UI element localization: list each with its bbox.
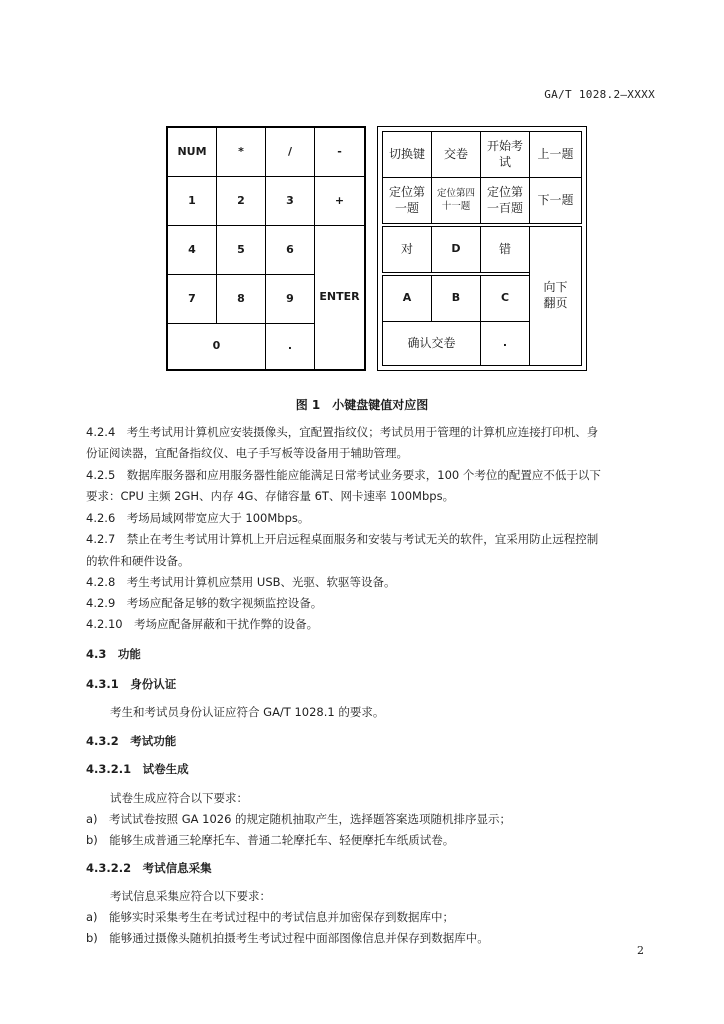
section-4-3-heading: 4.3 功能 [86,647,141,661]
key-previous-question: 上一题 [529,131,582,178]
section-4-3-2-2-heading: 4.3.2.2 考试信息采集 [86,861,212,875]
section-4-3-1-heading: 4.3.1 身份认证 [86,677,177,691]
clause-4-2-9: 4.2.9 考场应配备足够的数字视频监控设备。 [86,596,323,610]
key-submit-paper: 交卷 [431,131,481,178]
key-divide: / [265,127,315,177]
clause-4-2-8: 4.2.8 考生考试用计算机应禁用 USB、光驱、软驱等设备。 [86,575,396,589]
key-d: D [431,226,481,273]
key-4: 4 [167,225,217,275]
clause-4-2-6: 4.2.6 考场局域网带宽应大于 100Mbps。 [86,511,310,525]
clause-4-2-7-cont: 的软件和硬件设备。 [86,554,190,568]
key-num: NUM [167,127,217,177]
key-switch: 切换键 [382,131,432,178]
key-8: 8 [216,274,266,324]
section-4-3-2-heading: 4.3.2 考试功能 [86,734,177,748]
key-goto-q1: 定位第一题 [382,177,432,224]
clause-4-2-10: 4.2.10 考场应配备屏蔽和干扰作弊的设备。 [86,617,319,631]
key-minus: - [314,127,365,177]
key-2: 2 [216,176,266,226]
section-4-3-2-1-heading: 4.3.2.1 试卷生成 [86,762,189,776]
list-item-b-1: b) 能够生成普通三轮摩托车、普通二轮摩托车、轻便摩托车纸质试卷。 [86,833,455,847]
key-goto-q41: 定位第四十一题 [431,177,481,224]
clause-4-2-7: 4.2.7 禁止在考生考试用计算机上开启远程桌面服务和安装与考试无关的软件，宜采用防止远程控制 [86,532,599,546]
key-a: A [382,275,432,322]
key-next-question: 下一题 [529,177,582,224]
section-4-3-1-text: 考生和考试员身份认证应符合 GA/T 1028.1 的要求。 [110,705,385,719]
key-goto-q100: 定位第一百题 [480,177,530,224]
key-decimal: . [265,323,315,370]
exam-keypad [377,126,587,371]
key-5: 5 [216,225,266,275]
key-multiply: * [216,127,266,177]
key-9: 9 [265,274,315,324]
clause-4-2-4: 4.2.4 考生考试用计算机应安装摄像头，宜配置指纹仪；考试员用于管理的计算机应连接打印机、身 [86,425,599,439]
clause-4-2-4-cont: 份证阅读器，宜配备指纹仪、电子手写板等设备用于辅助管理。 [86,446,408,460]
key-7: 7 [167,274,217,324]
list-item-a-1: a) 考试试卷按照 GA 1026 的规定随机抽取产生，选择题答案选项随机排序显示； [86,812,512,826]
clause-4-2-5: 4.2.5 数据库服务器和应用服务器性能应能满足日常考试业务要求，100 个考位的配置应不低于以下 [86,468,601,482]
key-enter: ENTER [314,225,365,370]
list-item-b-2: b) 能够通过摄像头随机拍摄考生考试过程中面部图像信息并保存到数据库中。 [86,931,489,945]
section-4-3-2-1-intro: 试卷生成应符合以下要求： [110,791,248,805]
key-0: 0 [167,323,266,370]
standard-code: GA/T 1028.2—XXXX [544,88,655,101]
key-b: B [431,275,481,322]
key-c: C [480,275,530,322]
key-dot: . [480,321,530,366]
key-1: 1 [167,176,217,226]
figure-caption: 图 1 小键盘键值对应图 [295,398,429,412]
clause-4-2-5-cont: 要求：CPU 主频 2GH、内存 4G、存储容量 6T、网卡速率 100Mbps。 [86,489,455,503]
key-correct: 对 [382,226,432,273]
key-3: 3 [265,176,315,226]
section-4-3-2-2-intro: 考试信息采集应符合以下要求： [110,889,271,903]
key-plus: + [314,176,365,226]
page-number: 2 [637,944,644,957]
key-wrong: 错 [480,226,530,273]
key-page-down: 向下翻页 [529,226,582,366]
numeric-keypad [166,126,366,371]
key-confirm-submit: 确认交卷 [382,321,481,366]
key-start-exam: 开始考试 [480,131,530,178]
list-item-a-2: a) 能够实时采集考生在考试过程中的考试信息并加密保存到数据库中； [86,910,455,924]
key-6: 6 [265,225,315,275]
